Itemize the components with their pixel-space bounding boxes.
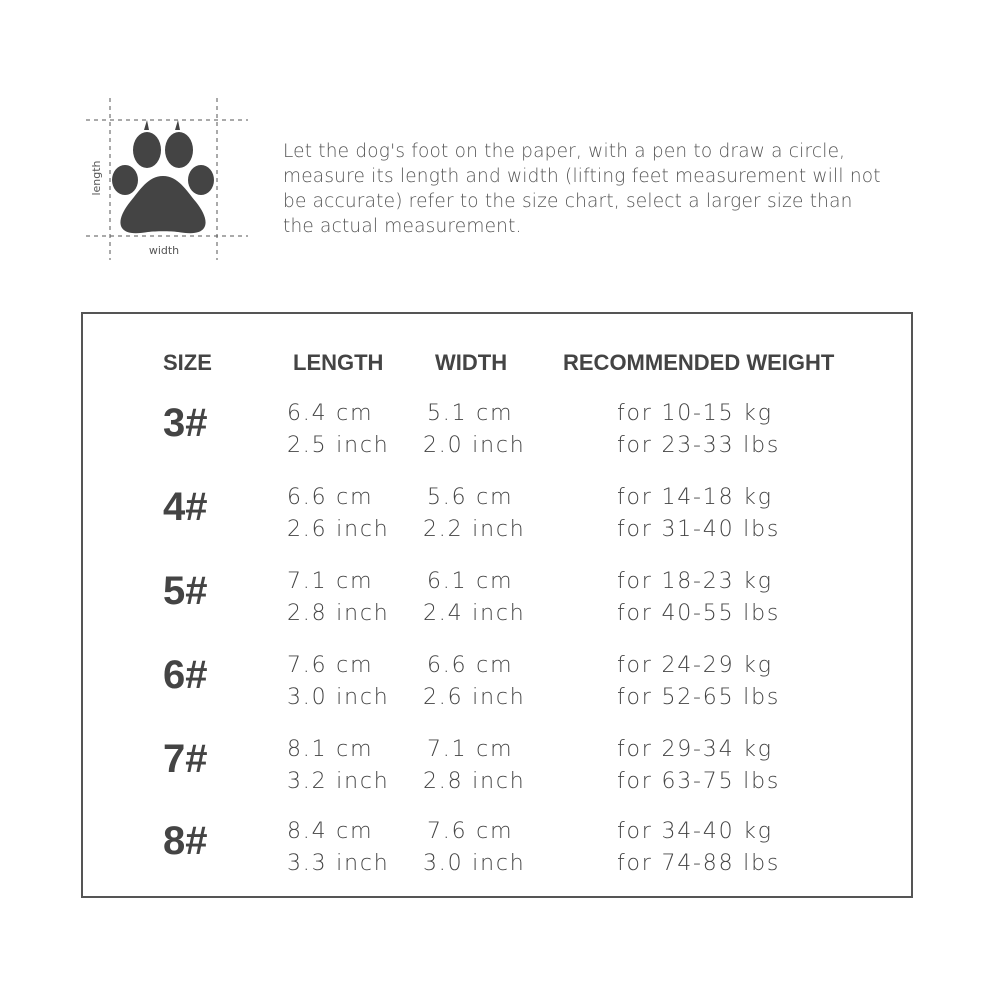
length-label: length (90, 160, 103, 196)
instruction-line: be accurate) refer to the size chart, select a larger size than (283, 191, 853, 212)
weight-kg-value: for 10-15 kg (617, 401, 773, 426)
weight-lbs-value: for 63-75 lbs (617, 769, 781, 794)
size-label: 5# (163, 569, 208, 613)
width-cm-value: 7.1 cm (427, 737, 514, 762)
header-size: SIZE (163, 350, 212, 375)
table-row (83, 485, 911, 555)
size-label: 8# (163, 819, 208, 863)
weight-kg-value: for 29-34 kg (617, 737, 773, 762)
length-inch-value: 2.8 inch (287, 601, 390, 626)
weight-lbs-value: for 23-33 lbs (617, 433, 781, 458)
weight-lbs-value: for 31-40 lbs (617, 517, 781, 542)
length-cm-value: 7.6 cm (287, 653, 374, 678)
paw-diagram-svg (86, 98, 248, 260)
weight-lbs-value: for 52-65 lbs (617, 685, 781, 710)
width-label: width (148, 244, 180, 257)
size-label: 7# (163, 737, 208, 781)
length-inch-value: 2.5 inch (287, 433, 390, 458)
weight-lbs-value: for 40-55 lbs (617, 601, 781, 626)
width-cm-value: 7.6 cm (427, 819, 514, 844)
length-cm-value: 6.4 cm (287, 401, 374, 426)
paw-measurement-diagram (86, 98, 248, 260)
instruction-line: measure its length and width (lifting feet measurement will not (283, 166, 881, 187)
weight-kg-value: for 14-18 kg (617, 485, 773, 510)
size-label: 6# (163, 653, 208, 697)
width-inch-value: 2.2 inch (423, 517, 526, 542)
width-cm-value: 6.6 cm (427, 653, 514, 678)
measurement-instructions (283, 139, 923, 239)
length-inch-value: 3.3 inch (287, 851, 390, 876)
length-cm-value: 8.1 cm (287, 737, 374, 762)
size-chart-table (81, 312, 913, 898)
header-length: LENGTH (293, 350, 384, 375)
table-row (83, 653, 911, 723)
length-cm-value: 7.1 cm (287, 569, 374, 594)
header-recommended-weight: RECOMMENDED WEIGHT (563, 350, 835, 375)
length-inch-value: 3.0 inch (287, 685, 390, 710)
size-label: 3# (163, 401, 208, 445)
width-cm-value: 5.1 cm (427, 401, 514, 426)
width-inch-value: 2.6 inch (423, 685, 526, 710)
weight-lbs-value: for 74-88 lbs (617, 851, 781, 876)
width-cm-value: 6.1 cm (427, 569, 514, 594)
width-cm-value: 5.6 cm (427, 485, 514, 510)
table-row (83, 819, 911, 889)
table-row (83, 569, 911, 639)
width-inch-value: 2.4 inch (423, 601, 526, 626)
width-inch-value: 2.8 inch (423, 769, 526, 794)
weight-kg-value: for 34-40 kg (617, 819, 773, 844)
paw-print-icon (112, 120, 214, 233)
size-label: 4# (163, 485, 208, 529)
header-width: WIDTH (435, 350, 508, 375)
length-inch-value: 2.6 inch (287, 517, 390, 542)
width-inch-value: 3.0 inch (423, 851, 526, 876)
weight-kg-value: for 18-23 kg (617, 569, 773, 594)
instruction-line: the actual measurement. (283, 216, 522, 237)
table-row (83, 737, 911, 807)
instruction-line: Let the dog's foot on the paper, with a pen to draw a circle, (283, 141, 846, 162)
weight-kg-value: for 24-29 kg (617, 653, 773, 678)
length-cm-value: 6.6 cm (287, 485, 374, 510)
width-inch-value: 2.0 inch (423, 433, 526, 458)
length-cm-value: 8.4 cm (287, 819, 374, 844)
table-row (83, 401, 911, 471)
length-inch-value: 3.2 inch (287, 769, 390, 794)
